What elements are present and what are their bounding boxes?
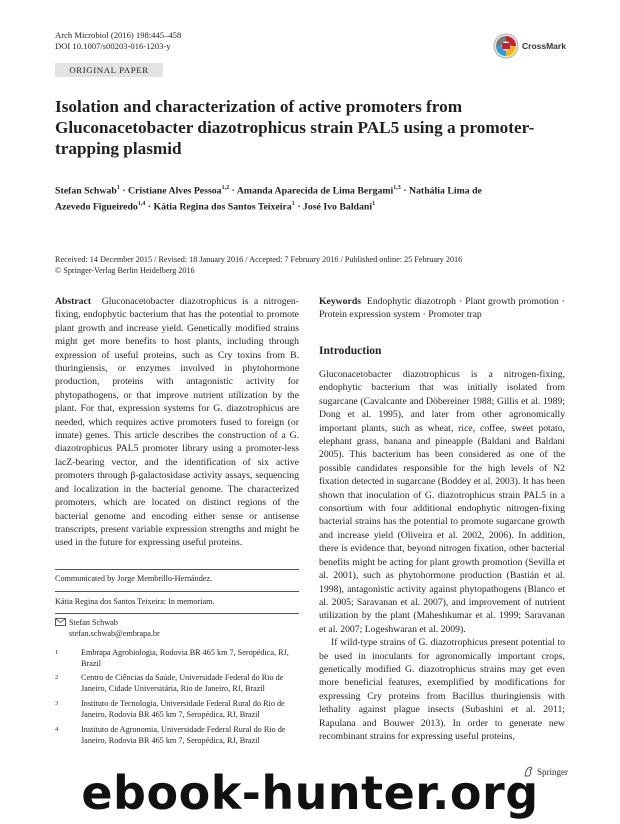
author-affiliation-mark: 1 [291,200,295,207]
doi[interactable]: DOI 10.1007/s00203-016-1203-y [55,41,171,51]
article-title: Isolation and characterization of active promoters from Gluconacetobacter diazotrophicus strain PAL5 using a promoter-trapping plasmid [55,97,535,158]
intro-paragraph-1: Gluconacetobacter diazotrophicus is a nitrogen-fixing, endophytic bacterium that was initially isolated from sugarcane (Cavalcante and Döbereiner 1988; Gillis et al. 1989; Dong et al. 1995), and later from other agronomically important plants, such as wheat, rice, coffee, sweet potato, elephant grass, banana and pineapple (Baldani and Baldani 2005). This bacterium has been considered as one of the possible candidates responsible for the high levels of N2 fixation detected in sugarcane (Boddey et al. 2003). It has been shown that inoculation of G. diazotrophicus strain PAL5 in a consortium with four additional endophytic nitrogen-fixing bacterial strains has the potential to promote sugarcane growth and increase yield (Oliveira et al. 2002, 2006). In addition, there is evidence that, beyond nitrogen fixation, other bacterial benefits might be acting for plant growth promotion (Sevilla et al. 2001), such as phytohormone production (Bastián et al. 1998), antagonistic activity against phytopathogens (Blanco et al. 2005; Saravanan et al. 2007), and improvement of nutrient utilization by the plant (Maheshkumar et al. 1999; Saravanan et al. 2007; Logeshwaran et al. 2009). [319,369,565,635]
crossmark-label: CrossMark [522,41,566,51]
keywords-label: Keywords [319,296,361,307]
author-list: Stefan Schwab$^1$ · Cristiane Alves Pessoa$^{1,2}$ · Amanda Aparecida de Lima Bergami$^{1,3}$ · Nathália Lima de Azevedo Figueiredo$^{1,4}$ · Kátia Regina dos Santos Teixeira$^1$ · José Ivo Baldani$^1$ [55,185,482,213]
corresponding-author [55,618,299,640]
intro-paragraph-2: If wild-type strains of G. diazotrophicus present potential to be used in inoculants for agronomically important crops, genetically modified G. diazotrophicus strains may get even more beneficial features, exemplified by modifications for expressing Cry proteins from Bacillus thuringiensis with lethality against plague insects (Subashini et al. 2011; Rapulana and Bouwer 2013). In order to generate new recombinant strains for expressing useful proteins, [319,637,565,742]
author-affiliation-mark: 1,4 [137,200,146,207]
history-dates: Received: 14 December 2015 / Revised: 18 January 2016 / Accepted: 7 February 2016 / Published online: 25 February 2016 [55,255,463,264]
author-name: Stefan Schwab [55,185,117,197]
crossmark-icon [493,33,519,59]
abstract [55,295,299,550]
affiliation-1: 1 Embrapa Agrobiologia, Rodovia BR 465 km 7, Seropédica, RJ, Brazil [55,648,289,668]
journal-citation: Arch Microbiol (2016) 198:445–458 [55,30,182,40]
publisher-logo: Springer [523,766,568,777]
affiliation-3: 3 Instituto de Tecnologia, Universidade Federal Rural do Rio de Janeiro, Rodovia BR 465 km 7, Seropédica, RJ, Brazil [55,699,285,719]
keywords [319,295,565,322]
author-affiliation-mark: 1,2 [221,185,230,191]
abstract-label: Abstract [55,296,92,307]
communicated-by: Communicated by Jorge Membrillo-Hernández. [55,574,213,583]
introduction-body [319,368,565,743]
abstract-text: Gluconacetobacter diazotrophicus is a nitrogen-fixing, endophytic bacterium that has the potential to promote plant growth and increase yield. Genetically modified strains might get more benefits to host plants, including through expression of useful proteins, such as Cry toxins from B. thuringiensis, or enzymes involved in phytohormone production, proteins with antagonistic activity for phytopathogens, or that improve nutrient utilization by the plant. For that, expression systems for G. diazotrophicus are needed, which requires active promoters fused to foreign (or innate) genes. This article describes the construction of a G. diazotrophicus PAL5 promoter library using a promoter-less lacZ-bearing vector, and the identification of six active promoters through β-galactosidase activity assays, sequencing and localization in the bacterial genome. The characterized promoters, which are located on distinct regions of the bacterial genome and encoding either sense or antisense transcripts, present variable expression strengths and might be used in the future for expressing useful proteins. [55,296,299,549]
author-name: Amanda Aparecida de Lima Bergami [236,185,394,197]
contact-email[interactable]: stefan.schwab@embrapa.br [69,628,160,638]
author-name: Cristiane Alves Pessoa [127,185,222,197]
author-affiliation-mark: 1,3 [393,185,401,191]
article-type-tag: ORIGINAL PAPER [55,63,163,77]
crossmark-badge[interactable] [493,33,566,59]
envelope-icon [55,618,66,630]
contact-name: Stefan Schwab [69,618,118,627]
divider [55,591,299,592]
author-affiliation-mark: 1 [116,185,120,191]
author-name: José Ivo Baldani [302,201,373,213]
memoriam-note: Kátia Regina dos Santos Teixeira: In memoriam. [55,597,215,606]
journal-header [55,30,181,52]
affiliation-2: 2 Centro de Ciências da Saúde, Universidade Federal do Rio de Janeiro, Cidade Universitária, Rio de Janeiro, RJ, Brazil [55,673,284,693]
divider [55,613,299,614]
watermark: ebook-hunter.org [81,766,539,820]
section-heading-introduction: Introduction [319,345,382,357]
divider [55,569,299,570]
copyright: © Springer-Verlag Berlin Heidelberg 2016 [55,266,195,275]
author-affiliation-mark: 1 [372,200,376,207]
affiliation-4: 4 Instituto de Agronomia, Universidade Federal Rural do Rio de Janeiro, Rodovia BR 465 km 7, Seropédica, RJ, Brazil [55,725,286,745]
keywords-text: Endophytic diazotroph · Plant growth promotion · Protein expression system · Promoter trap [319,296,565,321]
author-name: Kátia Regina dos Santos Teixeira [153,201,292,213]
publication-dates [55,254,505,276]
author-name: Nathália Lima de Azevedo Figueiredo [55,185,482,213]
